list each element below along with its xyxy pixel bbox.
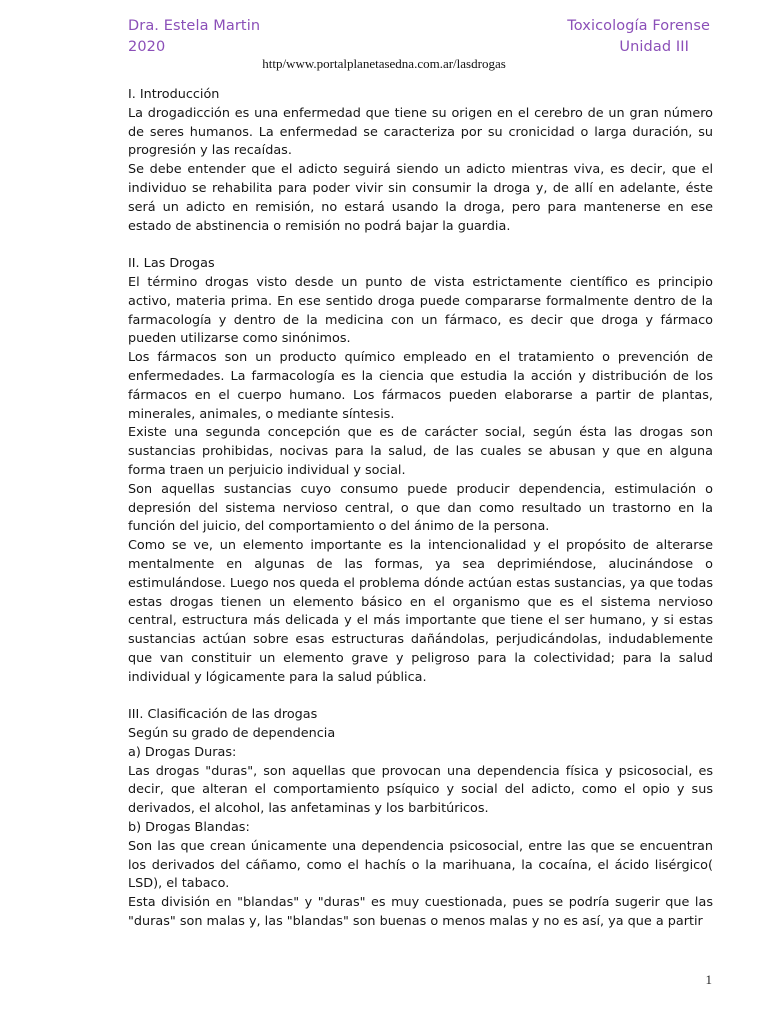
header-unit: Unidad III (619, 39, 689, 55)
paragraph: Los fármacos son un producto químico empleado en el tratamiento o prevención de enfermedades. La farmacología es la ciencia que estudia la acción y distribución de los fármacos en el cuerpo humano. Los fármacos pueden elaborarse a partir de plantas, minerales, animales, o mediante síntesis. (128, 350, 713, 422)
paragraph: La drogadicción es una enfermedad que tiene su origen en el cerebro de un gran número de seres humanos. La enfermedad se caracteriza por su cronicidad o larga duración, su progresión y las recaídas. (128, 105, 713, 159)
paragraph: Se debe entender que el adicto seguirá siendo un adicto mientras viva, es decir, que el individuo se rehabilita para poder vivir sin consumir la droga y, de allí en adelante, éste será un adicto en remisión, no estará usando la droga, pero para mantenerse en ese estado de abstinencia o remisión no podrá bajar la guardia. (128, 162, 713, 234)
document-body (128, 86, 713, 932)
paragraph: Son aquellas sustancias cuyo consumo puede producir dependencia, estimulación o depresión del sistema nervioso central, o que dan como resultado un trastorno en la función del juicio, del comportamiento o del ánimo de la persona. (128, 481, 713, 535)
section-gap (128, 688, 713, 707)
section-gap (128, 236, 713, 255)
paragraph: Como se ve, un elemento importante es la intencionalidad y el propósito de alterarse mentalmente en algunas de las formas, ya sea deprimiéndose, alucinándose o estimulándose. Luego nos queda el problema dónde actúan estas sustancias, ya que todas estas drogas tienen un elemento básico en el organismo que es el sistema nervioso central, estructura más delicada y el más importante que tiene el ser humano, y si estas sustancias actúan sobre esas estructuras dañándolas, perjudicándolas, indudablemente que van constituir un elemento grave y peligroso para la colectividad; para la salud individual y lógicamente para la salud pública. (128, 538, 713, 685)
header-year: 2020 (128, 39, 166, 55)
subheading-dependency: Según su grado de dependencia (128, 726, 336, 742)
source-url: http/www.portalplanetasedna.com.ar/lasdrogas (262, 56, 506, 71)
page-number: 1 (705, 972, 712, 987)
paragraph: Son las que crean únicamente una dependencia psicosocial, entre las que se encuentran los derivados del cáñamo, como el hachís o la marihuana, la cocaína, el ácido lisérgico( LSD), el tabaco. (128, 838, 713, 892)
label-hard-drugs: a) Drogas Duras: (128, 744, 237, 760)
section-heading-drugs: II. Las Drogas (128, 256, 215, 272)
paragraph: El término drogas visto desde un punto de vista estrictamente científico es principio activo, materia prima. En ese sentido droga puede compararse formalmente dentro de la farmacología y dentro de la medicina con un fármaco, es decir que droga y fármaco pueden utilizarse como sinónimos. (128, 274, 713, 347)
label-soft-drugs: b) Drogas Blandas: (128, 820, 250, 836)
paragraph: Existe una segunda concepción que es de carácter social, según ésta las drogas son sustancias prohibidas, nocivas para la salud, de las cuales se abusan y que en alguna forma traen un perjuicio individual y social. (128, 425, 713, 478)
section-heading-intro: I. Introducción (128, 87, 220, 102)
paragraph: Las drogas "duras", son aquellas que provocan una dependencia física y psicosocial, es decir, que alteran el comportamiento psíquico y social del adicto, como el opio y sus derivados, el alcohol, las anfetaminas y los barbitúricos. (128, 763, 713, 817)
header-subject: Toxicología Forense (567, 18, 710, 34)
section-heading-classification: III. Clasificación de las drogas (128, 707, 318, 723)
paragraph: Esta división en "blandas" y "duras" es muy cuestionada, pues se podría sugerir que las "duras" son malas y, las "blandas" son buenas o menos malas y no es así, ya que a partir (128, 895, 713, 930)
header-author: Dra. Estela Martin (128, 18, 261, 34)
